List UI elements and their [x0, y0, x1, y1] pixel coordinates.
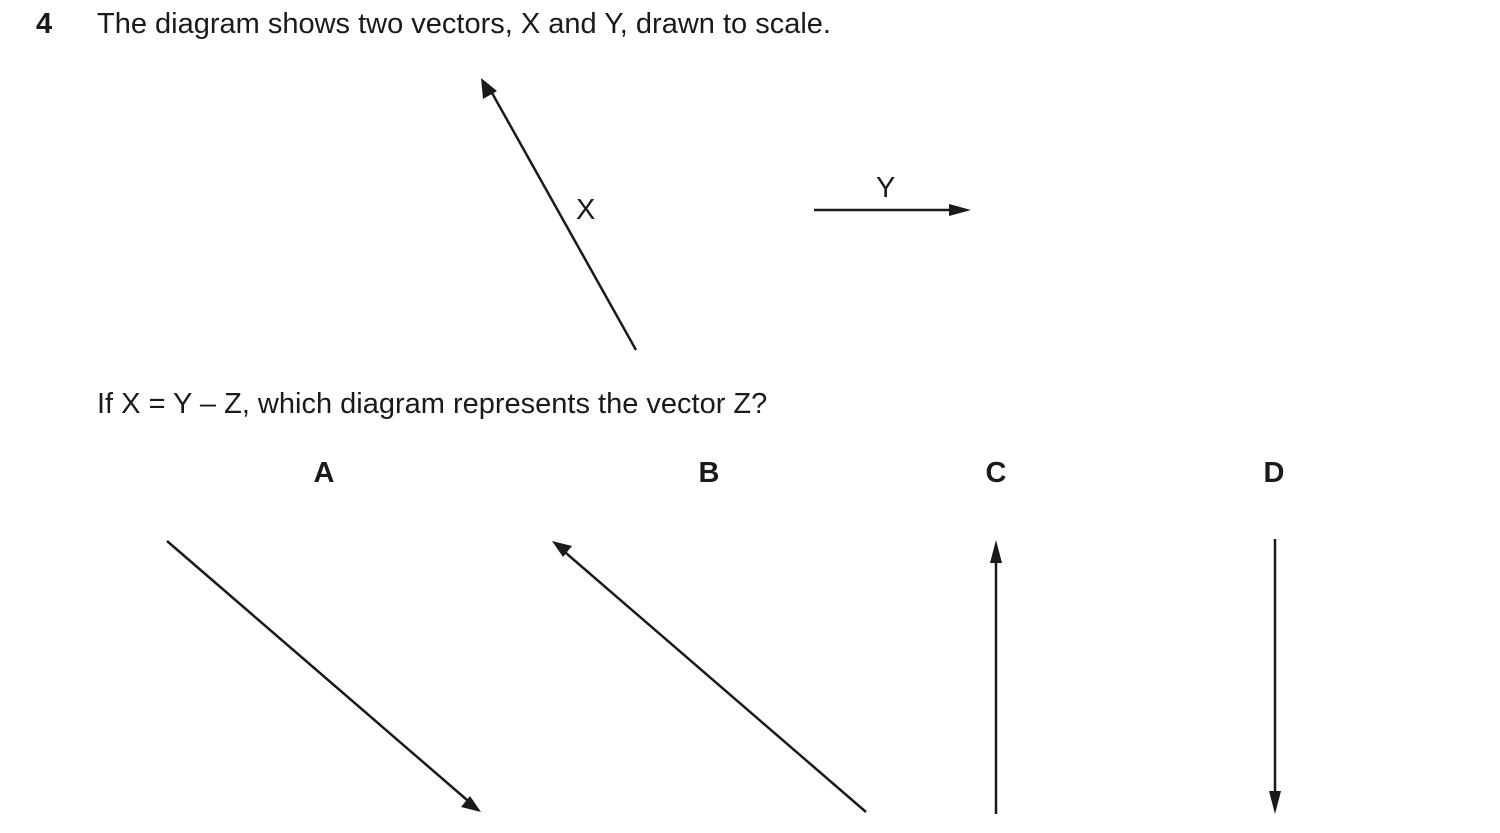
option-b-label: B: [698, 457, 720, 489]
question-number: 4: [36, 8, 53, 40]
question-prompt: If X = Y – Z, which diagram represents the vector Z?: [97, 388, 768, 420]
vector-y: [814, 172, 971, 216]
vector-y-label: Y: [876, 172, 896, 204]
question-stem: The diagram shows two vectors, X and Y, drawn to scale.: [97, 8, 831, 40]
vector-x: [481, 78, 636, 350]
option-c-vector[interactable]: [990, 540, 1002, 814]
option-b-line: [559, 547, 866, 812]
option-c-arrowhead: [990, 540, 1002, 563]
vector-x-label: X: [576, 194, 596, 226]
option-d-label: D: [1263, 457, 1285, 489]
option-b-vector[interactable]: [552, 541, 866, 812]
option-d-arrowhead: [1269, 791, 1281, 814]
vector-x-line: [487, 84, 636, 350]
vector-y-arrowhead: [949, 204, 971, 216]
option-c-label: C: [985, 457, 1007, 489]
option-a-line: [167, 541, 474, 806]
option-d-vector[interactable]: [1269, 539, 1281, 814]
option-a-label: A: [313, 457, 335, 489]
option-a-vector[interactable]: [167, 541, 481, 812]
